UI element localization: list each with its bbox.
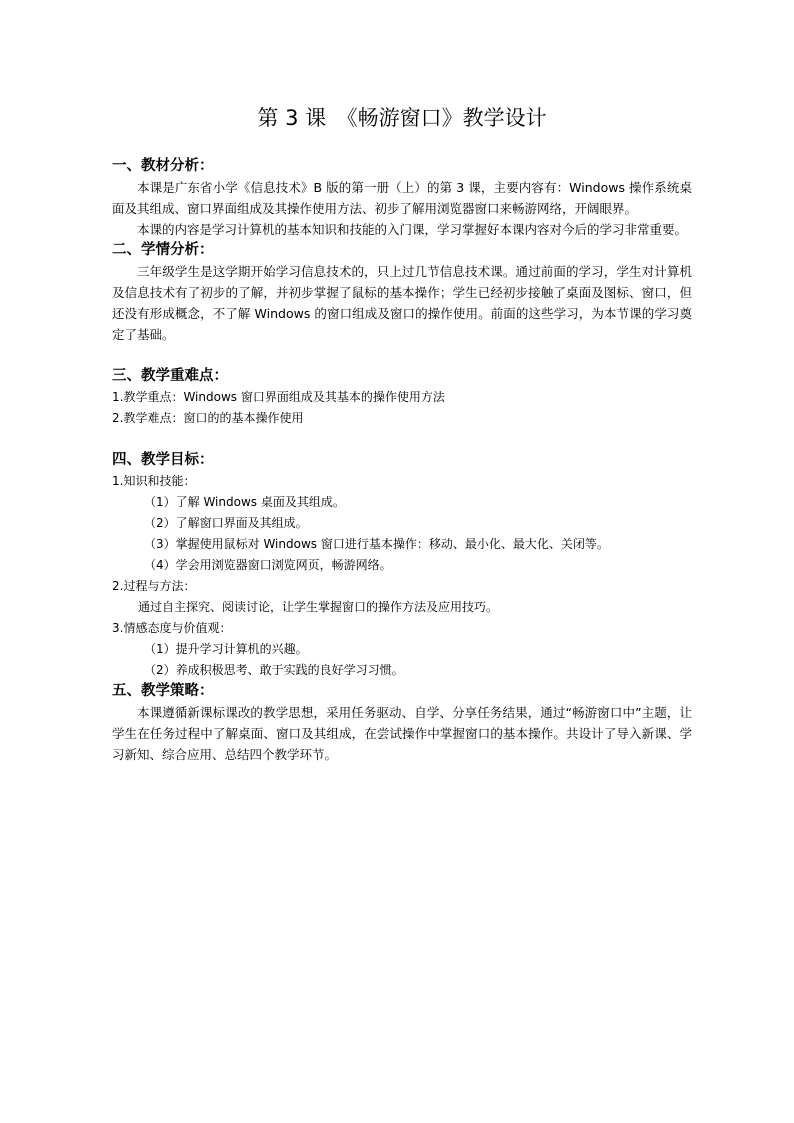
list-item: 2.教学难点：窗口的的基本操作使用 xyxy=(112,411,304,425)
paragraph: 本课是广东省小学《信息技术》B 版的第一册（上）的第 3 课，主要内容有：Windows 操作系统桌面及其组成、窗口界面组成及其操作使用方法、初步了解用浏览器窗口来畅游网络，开阔眼界。 xyxy=(112,180,692,216)
section-heading: 四、教学目标： xyxy=(112,452,214,468)
list-item: （1）提升学习计算机的兴趣。 xyxy=(144,642,308,656)
paragraph: 本课遵循新课标课改的教学思想，采用任务驱动、自学、分享任务结果，通过“畅游窗口中”主题，让学生在任务过程中了解桌面、窗口及其组成，在尝试操作中掌握窗口的基本操作。共设计了导入新课、学习新知、综合应用、总结四个教学环节。 xyxy=(112,705,692,762)
document-title: 第 3 课 《畅游窗口》教学设计 xyxy=(257,106,547,130)
list-item: （3）掌握使用鼠标对 Windows 窗口进行基本操作：移动、最小化、最大化、关闭等。 xyxy=(144,537,609,551)
section-teaching-goals xyxy=(112,450,692,681)
list-item: （2）了解窗口界面及其组成。 xyxy=(144,516,308,530)
section-key-points xyxy=(112,366,692,429)
list-item: 1.教学重点：Windows 窗口界面组成及其基本的操作使用方法 xyxy=(112,390,445,404)
list-item: 通过自主探究、阅读讨论，让学生掌握窗口的操作方法及应用技巧。 xyxy=(138,600,499,614)
section-teaching-strategy xyxy=(112,681,692,765)
spacer xyxy=(112,429,692,450)
list-item: （4）学会用浏览器窗口浏览网页，畅游网络。 xyxy=(144,558,392,572)
paragraph: 本课的内容是学习计算机的基本知识和技能的入门课，学习掌握好本课内容对今后的学习非常重要。 xyxy=(137,222,688,237)
section-heading: 一、教材分析： xyxy=(112,158,214,174)
list-item: （2）养成积极思考、敢于实践的良好学习习惯。 xyxy=(144,663,404,677)
document-page xyxy=(112,102,692,765)
section-heading: 三、教学重难点： xyxy=(112,368,228,384)
paragraph: 三年级学生是这学期开始学习信息技术的，只上过几节信息技术课。通过前面的学习，学生对计算机及信息技术有了初步的了解，并初步掌握了鼠标的基本操作；学生已经初步接触了桌面及图标、窗口，但还没有形成概念，不了解 Windows 的窗口组成及窗口的操作使用。前面的这些学习，为本节课的学习奠定了基础。 xyxy=(112,264,692,342)
section-heading: 五、教学策略： xyxy=(112,683,214,699)
spacer xyxy=(112,345,692,366)
section-heading: 二、学情分析： xyxy=(112,242,214,258)
goal-group-title: 2.过程与方法： xyxy=(112,579,196,593)
list-item: （1）了解 Windows 桌面及其组成。 xyxy=(144,495,345,509)
section-student-analysis xyxy=(112,240,692,345)
section-textbook-analysis xyxy=(112,156,692,240)
goal-group-title: 3.情感态度与价值观： xyxy=(112,621,232,635)
goal-group-title: 1.知识和技能： xyxy=(112,474,196,488)
